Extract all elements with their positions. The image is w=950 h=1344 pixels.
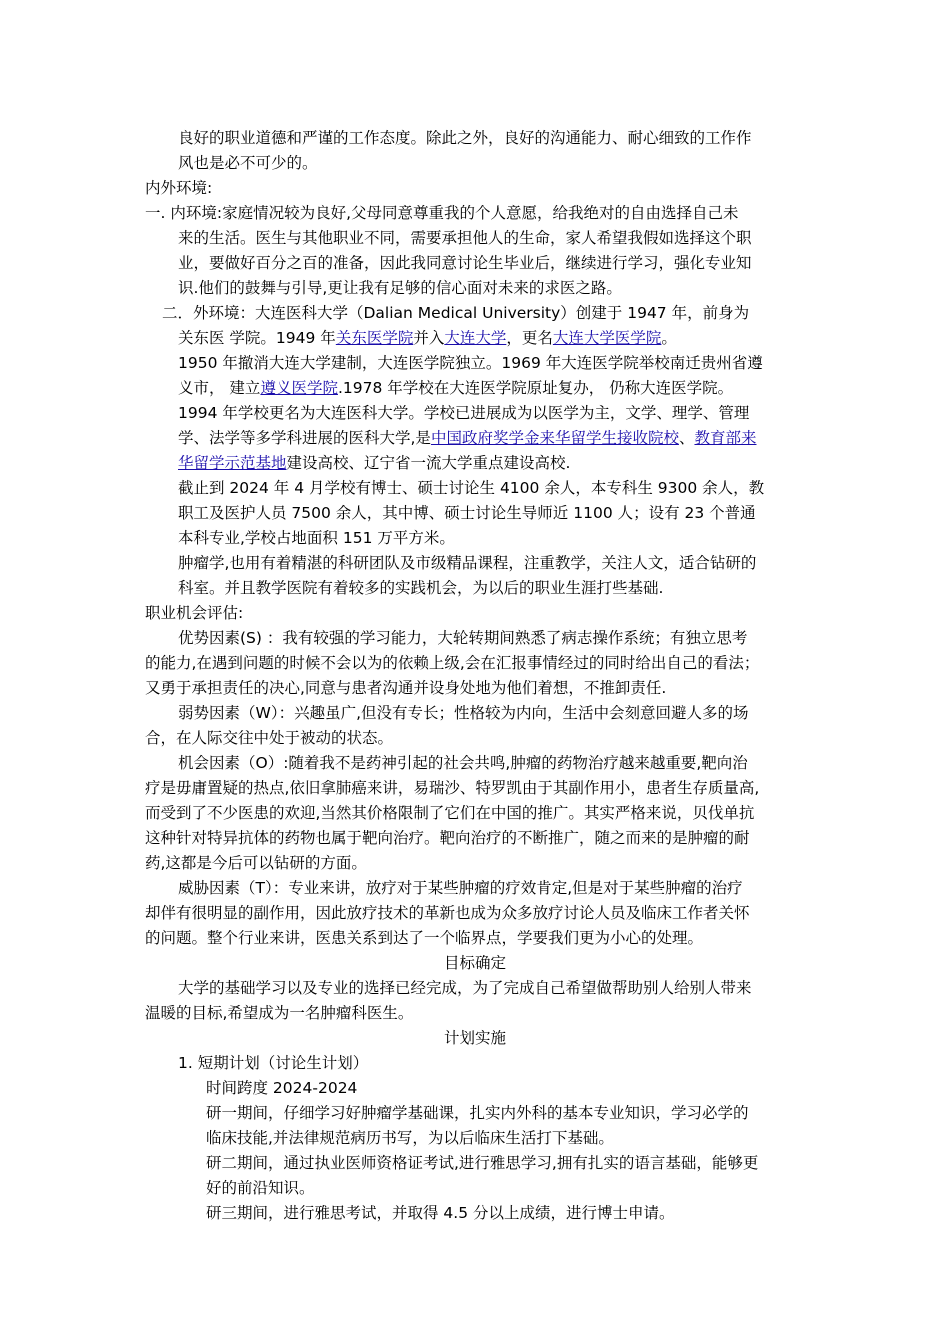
body-text-line: 业，要做好百分之百的准备，因此我同意讨论生毕业后，继续进行学习，强化专业知 [178, 254, 752, 272]
body-text-line: 的能力,在遇到问题的时候不会以为的依赖上级,会在汇报事情经过的同时给出自己的看法； [145, 654, 760, 672]
link-dalian-university[interactable]: 大连大学 [444, 329, 507, 347]
text-span: 关东医 学院。1949 年 [178, 329, 336, 347]
body-text-line: 1950 年撤消大连大学建制，大连医学院独立。1969 年大连医学院举校南迁贵州省遵 [178, 354, 763, 372]
body-text-line: 合，在人际交往中处于被动的状态。 [145, 729, 394, 747]
text-span: 建设高校、辽宁省一流大学重点建设高校. [286, 454, 571, 472]
link-dalian-university-medical-college[interactable]: 大连大学医学院 [552, 329, 662, 347]
body-text-line: 科室。并且教学医院有着较多的实践机会，为以后的职业生涯打些基础. [178, 579, 664, 597]
body-text-line: 机会因素（O）:随着我不是药神引起的社会共鸣,肿瘤的药物治疗越来越重要,靶向治 [178, 754, 748, 772]
text-span: 学、法学等多学科进展的医科大学,是 [178, 429, 431, 447]
body-text-line: 来的生活。医生与其他职业不同，需要承担他人的生命，家人希望我假如选择这个职 [178, 229, 752, 247]
section-title-goal: 目标确定 [443, 954, 506, 972]
body-text-line [178, 428, 756, 450]
text-span: 、 [678, 429, 695, 447]
body-text-line: 温暖的目标,希望成为一名肿瘤科医生。 [145, 1004, 414, 1022]
section-title-plan: 计划实施 [443, 1029, 506, 1047]
section-heading: 内外环境: [145, 179, 213, 197]
body-text-line: 又勇于承担责任的决心,同意与患者沟通并设身处地为他们着想，不推卸责任. [145, 679, 667, 697]
text-span: ，更名 [506, 329, 553, 347]
body-text-line: 的问题。整个行业来讲，医患关系到达了一个临界点，学要我们更为小心的处理。 [145, 929, 704, 947]
section-heading: 职业机会评估: [145, 604, 244, 622]
link-ministry-education-base[interactable]: 教育部来 [694, 429, 757, 447]
list-item-outer-environment: 二．外环境：大连医科大学（Dalian Medical University）创建于 1947 年，前身为 [162, 304, 750, 322]
body-text-line: 弱势因素（W）：兴趣虽广,但没有专长；性格较为内向，生活中会刻意回避人多的场 [178, 704, 749, 722]
body-text-line: 时间跨度 2024-2024 [206, 1079, 358, 1097]
body-text-line: 研二期间，通过执业医师资格证考试,进行雅思学习,拥有扎实的语言基础，能够更 [206, 1154, 759, 1172]
text-span: 并入 [413, 329, 445, 347]
body-text-line: 威胁因素（T）：专业来讲，放疗对于某些肿瘤的疗效肯定,但是对于某些肿瘤的治疗 [178, 879, 743, 897]
body-text-line: 良好的职业道德和严谨的工作态度。除此之外，良好的沟通能力、耐心细致的工作作 [178, 129, 752, 147]
body-text-line: 好的前沿知识。 [206, 1179, 315, 1197]
body-text-line: 却伴有很明显的副作用，因此放疗技术的革新也成为众多放疗讨论人员及临床工作者关怀 [145, 904, 750, 922]
body-text-line: 临床技能,并法律规范病历书写，为以后临床生活打下基础。 [206, 1129, 614, 1147]
body-text-line: 药,这都是今后可以钻研的方面。 [145, 854, 367, 872]
body-text-line: 疗是毋庸置疑的热点,依旧拿肺癌来讲，易瑞沙、特罗凯由于其副作用小，患者生存质量高, [145, 779, 760, 797]
body-text-line: 大学的基础学习以及专业的选择已经完成，为了完成自己希望做帮助别人给别人带来 [178, 979, 752, 997]
body-text-line [178, 378, 733, 400]
body-text-line [178, 453, 570, 475]
body-text-line: 本科专业,学校占地面积 151 万平方米。 [178, 529, 455, 547]
link-guandong-medical-college[interactable]: 关东医学院 [335, 329, 414, 347]
list-item-inner-environment: 一. 内环境:家庭情况较为良好,父母同意尊重我的个人意愿，给我绝对的自由选择自己未 [145, 204, 739, 222]
body-text-line: 而受到了不少医患的欢迎,当然其价格限制了它们在中国的推广。其实严格来说，贝伐单抗 [145, 804, 755, 822]
body-text-line: 优势因素(S) ：我有较强的学习能力，大轮转期间熟悉了病志操作系统；有独立思考 [178, 629, 748, 647]
list-item-short-term-plan: 1. 短期计划（讨论生计划） [178, 1054, 369, 1072]
link-zunyi-medical-college[interactable]: 遵义医学院 [260, 379, 338, 397]
body-text-line: 截止到 2024 年 4 月学校有博士、硕士讨论生 4100 余人，本专科生 9300 余人，教 [178, 479, 765, 497]
body-text-line: 研一期间，仔细学习好肿瘤学基础课，扎实内外科的基本专业知识，学习必学的 [206, 1104, 749, 1122]
body-text-line: 风也是必不可少的。 [178, 154, 318, 172]
body-text-line: 识.他们的鼓舞与引导,更让我有足够的信心面对未来的求医之路。 [178, 279, 622, 297]
text-span: .1978 年学校在大连医学院原址复办， 仍称大连医学院。 [337, 379, 734, 397]
text-span: 。 [661, 329, 677, 347]
body-text-line: 研三期间，进行雅思考试，并取得 4.5 分以上成绩，进行博士申请。 [206, 1204, 675, 1222]
body-text-line: 职工及医护人员 7500 余人，其中博、硕士讨论生导师近 1100 人；设有 23 个普通 [178, 504, 756, 522]
body-text-line [178, 328, 677, 350]
text-span: 义市， 建立 [178, 379, 261, 397]
body-text-line: 1994 年学校更名为大连医科大学。学校已进展成为以医学为主，文学、理学、管理 [178, 404, 750, 422]
link-scholarship-institution[interactable]: 中国政府奖学金来华留学生接收院校 [430, 429, 679, 447]
link-ministry-education-base-cont[interactable]: 华留学示范基地 [178, 454, 287, 472]
body-text-line: 这种针对特异抗体的药物也属于靶向治疗。靶向治疗的不断推广，随之而来的是肿瘤的耐 [145, 829, 750, 847]
body-text-line: 肿瘤学,也用有着精湛的科研团队及市级精品课程，注重教学，关注人文，适合钻研的 [178, 554, 757, 572]
